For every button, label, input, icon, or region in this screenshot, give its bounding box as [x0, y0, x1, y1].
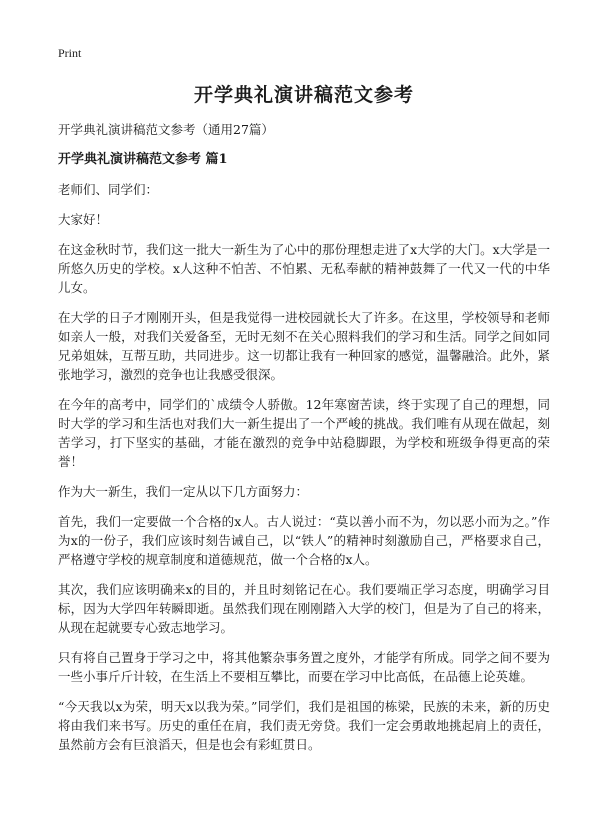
paragraph-hello: 大家好！ — [58, 212, 109, 227]
paragraph-body: 在这金秋时节，我们这一批大一新生为了心中的那份理想走进了x大学的大门。x大学是一所悠久历史的学校。x人这种不怕苦、不怕累、无私奉献的精神鼓舞了一代又一代的中华儿女。 — [58, 242, 550, 295]
paragraph-greeting: 老师们、同学们： — [58, 182, 159, 197]
paragraph-body: 在今年的高考中，同学们的`成绩令人骄傲。12年寒窗苦读，终于实现了自己的理想，同时大学的学习和生活也对我们大一新生提出了一个严峻的挑战。我们唯有从现在做起，刻苦学习，打下坚实的基础，才能在激烈的竞争中站稳脚跟，为学校和班级争得更高的荣誉！ — [58, 397, 550, 469]
section-heading: 开学典礼演讲稿范文参考 篇1 — [58, 152, 228, 167]
article-subtitle: 开学典礼演讲稿范文参考（通用27篇） — [58, 122, 274, 137]
paragraph-body: 作为大一新生，我们一定从以下几方面努力： — [58, 484, 309, 499]
paragraph-body: 只有将自己置身于学习之中，将其他繁杂事务置之度外，才能学有所成。同学之间不要为一些小事斤斤计较，在生活上不要相互攀比，而要在学习中比高低，在品德上论英雄。 — [58, 650, 550, 684]
article-body — [58, 120, 550, 765]
paragraph-body: 其次，我们应该明确来x的目的，并且时刻铭记在心。我们要端正学习态度，明确学习目标，因为大学四年转瞬即逝。虽然我们现在刚刚踏入大学的校门，但是为了自己的将来，从现在起就要专心致志地学习。 — [58, 582, 550, 635]
paragraph-body: “今天我以x为荣，明天x以我为荣。”同学们，我们是祖国的栋梁，民族的未来，新的历史将由我们来书写。历史的重任在肩，我们责无旁贷。我们一定会勇敢地挑起肩上的责任，虽然前方会有巨浪滔天，但是也会有彩虹贯日。 — [58, 699, 550, 752]
paragraph-body: 在大学的日子才刚刚开头，但是我觉得一进校园就长大了许多。在这里，学校领导和老师如亲人一般，对我们关爱备至，无时无刻不在关心照料我们的学习和生活。同学之间如同兄弟姐妹，互帮互助，共同进步。这一切都让我有一种回家的感觉，温馨融洽。此外，紧张地学习，激烈的竞争也让我感受很深。 — [58, 310, 550, 382]
paragraph-body: 首先，我们一定要做一个合格的x人。古人说过：“莫以善小而不为，勿以恶小而为之。”作为x的一份子，我们应该时刻告诫自己，以“铁人”的精神时刻激励自己，严格要求自己，严格遵守学校的规章制度和道德规范，做一个合格的x人。 — [58, 514, 550, 567]
print-link[interactable]: Print — [58, 46, 82, 60]
page-title: 开学典礼演讲稿范文参考 — [193, 84, 414, 106]
